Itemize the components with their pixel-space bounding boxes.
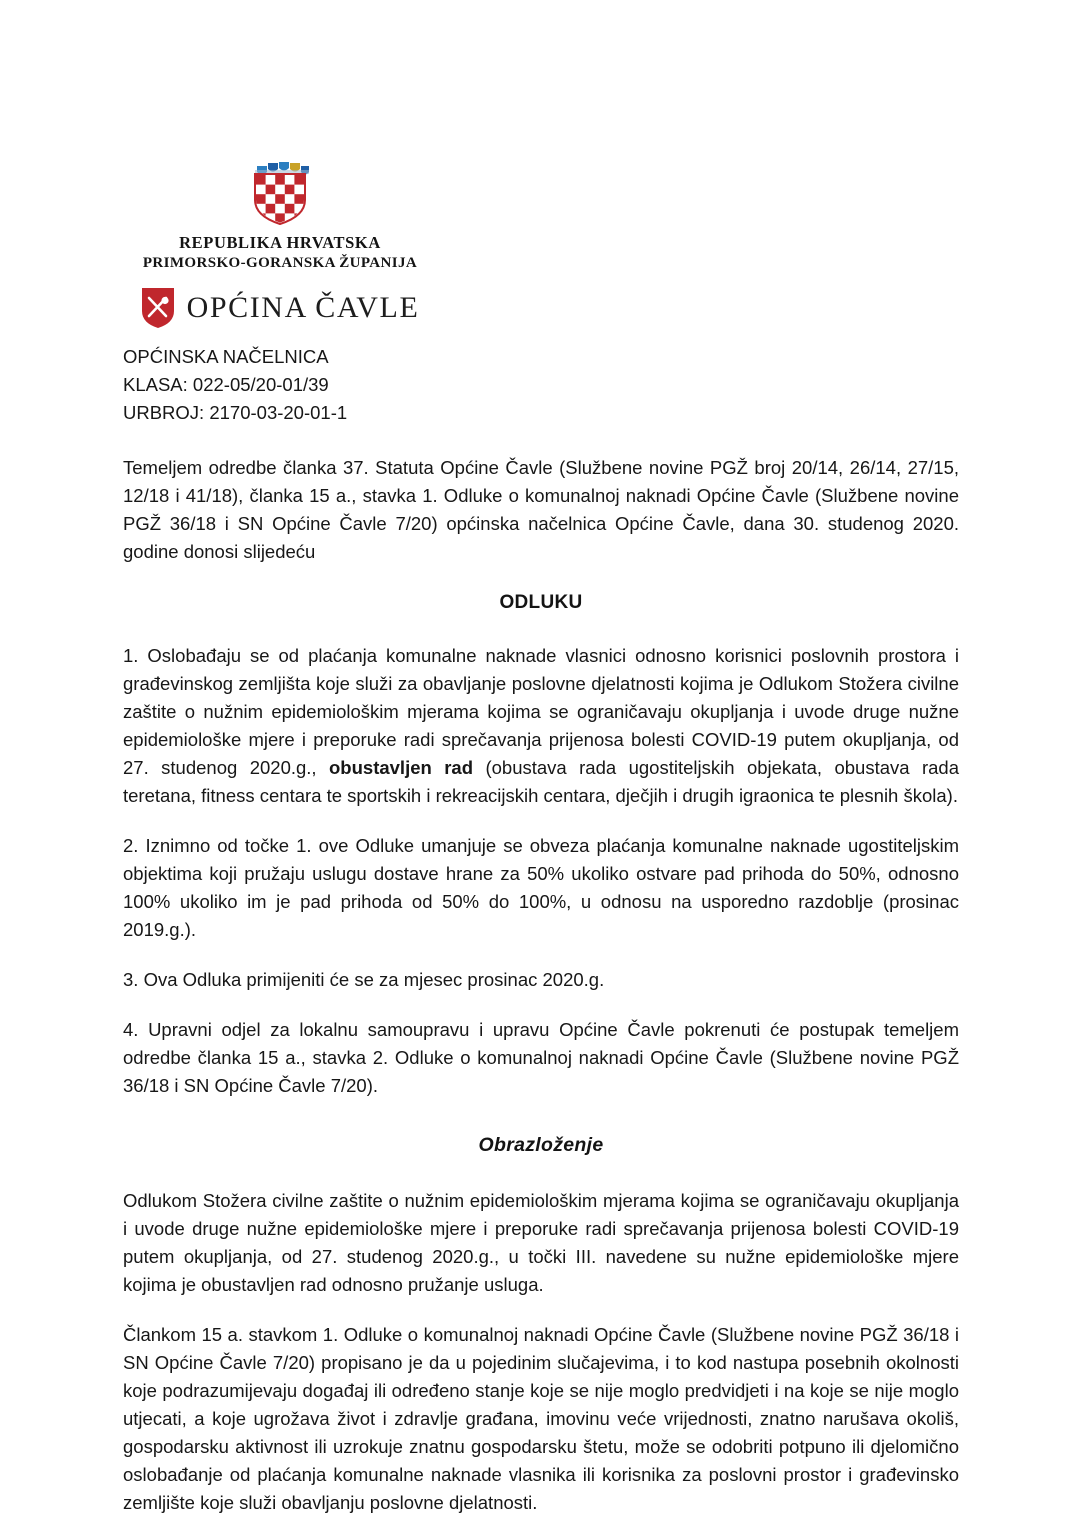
cavle-municipality-emblem-icon — [141, 287, 175, 329]
explanation-paragraph-1: Odlukom Stožera civilne zaštite o nužnim epidemiološkim mjerama kojima se ograničavaju okupljanja i uvode druge nužne epidemiološke mjere i preporuke radi sprečavanja prijenosa bolesti COVID-19 putem okupljanja, od 27. studenog 2020.g., u točki III. navedene su nužne epidemiološke mjere kojima je obustavljen rad odnosno pružanje usluga. — [123, 1190, 959, 1295]
preamble-paragraph: Temeljem odredbe članka 37. Statuta Općine Čavle (Službene novine PGŽ broj 20/14, 26/14, 27/15, 12/18 i 41/18), članka 15 a., stavka 1. Odluke o komunalnoj naknadi Općine Čavle (Službene novine PGŽ 36/18 i SN Općine Čavle 7/20) općinska načelnica Općine Čavle, dana 30. studenog 2020. godine donosi slijedeću — [123, 457, 959, 562]
office-title: OPĆINSKA NAČELNICA — [123, 346, 329, 367]
republic-label: REPUBLIKA HRVATSKA — [179, 233, 381, 252]
article-1 — [123, 642, 959, 810]
letterhead — [0, 152, 560, 329]
municipality-label: OPĆINA ČAVLE — [186, 291, 420, 325]
document-identification — [123, 343, 959, 427]
explanation-paragraph-2: Člankom 15 a. stavkom 1. Odluke o komunalnoj naknadi Općine Čavle (Službene novine PGŽ 36/18 i SN Općine Čavle 7/20) propisano je da u pojedinim slučajevima, i to kod nastupa posebnih okolnosti koje podrazumijevaju događaj ili određeno stanje koje se nije moglo predvidjeti i na koje se nije moglo utjecati, a koje ugrožava život i zdravlje građana, imovinu veće vrijednosti, znatno narušava okoliš, gospodarsku aktivnost ili uzrokuje znatnu gospodarsku štetu, može se odobriti potpuno ili djelomično oslobađanje od plaćanja komunalne naknade vlasnika ili korisnika za poslovni prostor i građevinsko zemljište koje služi obavljanju poslovne djelatnosti. — [123, 1324, 959, 1513]
klasa-number: KLASA: 022-05/20-01/39 — [123, 374, 329, 395]
county-label: PRIMORSKO-GORANSKA ŽUPANIJA — [142, 254, 418, 271]
article-1-text-after: (obustava rada ugostiteljskih objekata, obustava rada teretana, fitness centara te sportskih i rekreacijskih centara, dječjih i drugih igraonica te plesnih škola). — [123, 757, 959, 806]
croatian-coat-of-arms-icon — [249, 152, 311, 226]
decision-heading: ODLUKU — [499, 592, 583, 613]
municipality-logo-row — [0, 287, 560, 329]
article-4: 4. Upravni odjel za lokalnu samoupravu i upravu Općine Čavle pokrenuti će postupak temeljem odredbe članka 15 a., stavka 2. Odluke o komunalnoj naknadi Općine Čavle (Službene novine PGŽ 36/18 i SN Općine Čavle 7/20). — [123, 1019, 959, 1096]
article-1-emphasis: obustavljen rad — [329, 757, 474, 778]
explanation-heading: Obrazloženje — [478, 1134, 604, 1156]
article-2: 2. Iznimno od točke 1. ove Odluke umanjuje se obveza plaćanja komunalne naknade ugostiteljskim objektima koji pružaju uslugu dostave hrane za 50% ukoliko ostvare pad prihoda do 50%, odnosno 100% ukoliko im je pad prihoda od 50% do 100%, u odnosu na usporedno razdoblje (prosinac 2019.g.). — [123, 835, 959, 940]
article-1-text-before: 1. Oslobađaju se od plaćanja komunalne naknade vlasnici odnosno korisnici poslovnih prostora i građevinskog zemljišta koje služi za obavljanje poslovne djelatnosti kojima je Odlukom Stožera civilne zaštite o nužnim epidemiološkim mjerama kojima se ograničavaju okupljanja i uvode druge nužne epidemiološke mjere i preporuke radi sprečavanja prijenosa bolesti COVID-19 putem okupljanja, od 27. studenog 2020.g., — [123, 645, 959, 778]
document-content — [123, 343, 959, 1539]
article-3: 3. Ova Odluka primijeniti će se za mjesec prosinac 2020.g. — [123, 969, 605, 990]
urbroj-number: URBROJ: 2170-03-20-01-1 — [123, 402, 348, 423]
